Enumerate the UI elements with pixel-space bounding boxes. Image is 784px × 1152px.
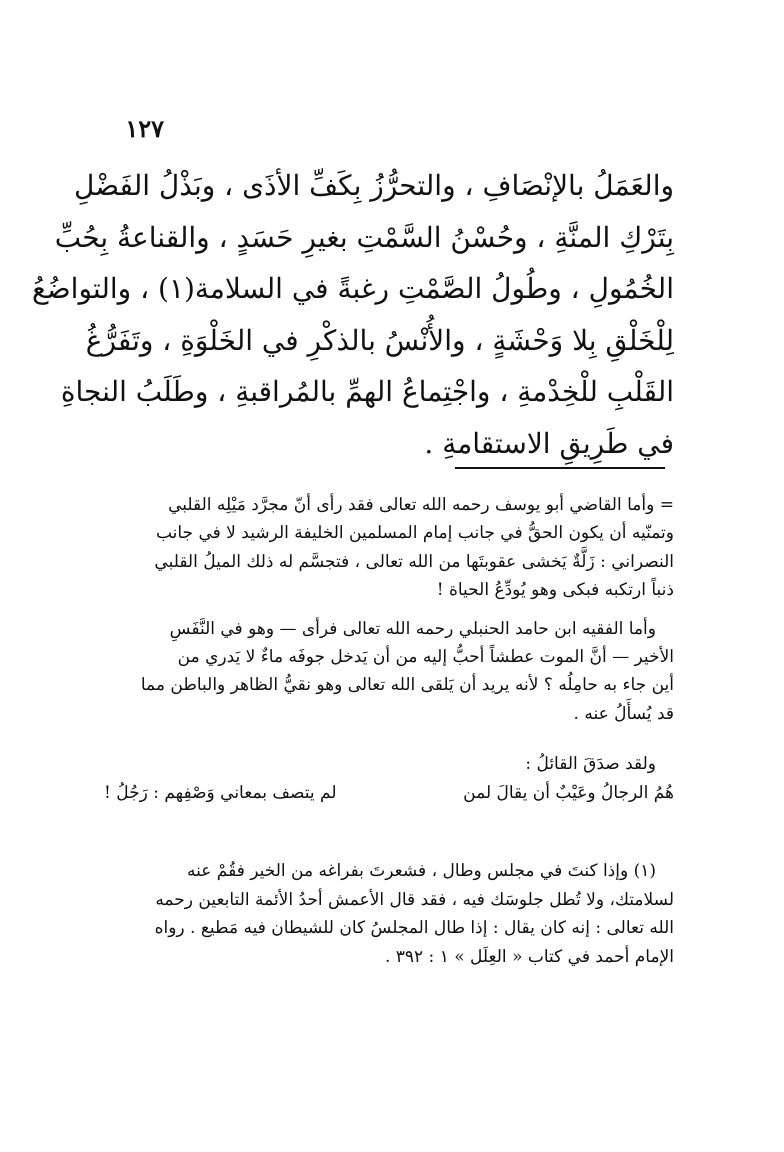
footnote-continuation	[104, 491, 674, 605]
main-text-line: القَلْبِ للْخِدْمةِ ، واجْتِماعُ الهمِّ بالمُراقبةِ ، وطَلَبُ النجاةِ	[60, 375, 674, 408]
footnote-line: أين جاء به حامِلُه ؟ لأنه يريد أن يَلقى الله تعالى وهو نقيُّ الظاهر والباطن مما	[140, 675, 674, 696]
footnote-line: وتمنّيه أن يكون الحقُّ في جانب إمام المسلمين الخليفة الرشيد لا في جانب	[155, 523, 674, 544]
footnote-line: = وأما القاضي أبو يوسف رحمه الله تعالى فقد رأى أنّ مجرَّد مَيْلِه القلبي	[168, 495, 674, 515]
footnote-line: قد يُسأَلُ عنه .	[573, 703, 674, 724]
main-text-line: الخُمُولِ ، وطُولُ الصَّمْتِ رغبةً في السلامة(١) ، والتواضُعُ	[31, 272, 674, 305]
footnote-separator	[455, 467, 665, 469]
main-text-line: بِتَرْكِ المنَّةِ ، وحُسْنُ السَّمْتِ بغيرِ حَسَدٍ ، والقناعةُ بِحُبِّ	[54, 220, 674, 254]
poem-verse	[104, 779, 674, 807]
page-number: ١٢٧	[125, 114, 164, 143]
footnote-one	[104, 857, 674, 971]
footnote-line: الله تعالى : إنه كان يقال : إذا طال المجلسُ كان للشيطان فيه مَطيع . رواه	[154, 918, 674, 938]
verse-first-hemistich: هُمُ الرجالُ وعَيْبٌ أن يقالَ لمن	[463, 782, 674, 803]
spacer	[104, 605, 674, 615]
footnotes-block	[104, 491, 674, 807]
footnote-line: (١) وإذا كنتَ في مجلس وطال ، فشعرتَ بفراغه من الخير فقُمْ عنه	[186, 861, 656, 881]
footnote-line: الإمام أحمد في كتاب « العِلَل » ١ : ٣٩٢ .	[384, 946, 674, 967]
footnote-line: الأخير — أنَّ الموت عطشاً أحبُّ إليه من أن يَدخل جوفَه ماءٌ لا يَدري من	[177, 647, 674, 668]
footnote-line: لسلامتك، ولا تُطل جلوسَك فيه ، فقد قال الأعمش أحدُ الأئمة التابعين رحمه	[155, 889, 674, 910]
main-text-block	[31, 160, 674, 469]
verse-second-hemistich: لم يتصف بمعاني وَصْفِهم : رَجُلُ !	[104, 782, 337, 803]
spacer	[104, 728, 674, 750]
poet-intro	[104, 750, 674, 778]
poet-intro-line: ولقد صدَقَ القائلُ :	[525, 754, 656, 775]
footnote-line: النصراني : زَلَّةٌ يَخشى عقوبتَها من الله تعالى ، فتجسَّم له ذلك الميلُ القلبي	[154, 551, 674, 572]
main-text-line: لِلْخَلْقِ بِلا وَحْشَةٍ ، والأُنْسُ بالذكْرِ في الخَلْوَةِ ، وتَفَرُّغُ	[85, 323, 674, 357]
hanbali-paragraph	[104, 615, 674, 729]
main-text-line: والعَمَلُ بالإنْصَافِ ، والتحرُّزُ بِكَفِّ الأذَى ، وبَذْلُ الفَضْلِ	[74, 169, 674, 202]
footnote-line: ذنباً ارتكبه فبكى وهو يُودِّعُ الحياة !	[436, 580, 674, 601]
main-text-line: في طَرِيقِ الاستقامةِ .	[424, 426, 674, 460]
footnote-line: وأما الفقيه ابن حامد الحنبلي رحمه الله تعالى فرأى — وهو في النَّفَسِ	[169, 618, 656, 639]
